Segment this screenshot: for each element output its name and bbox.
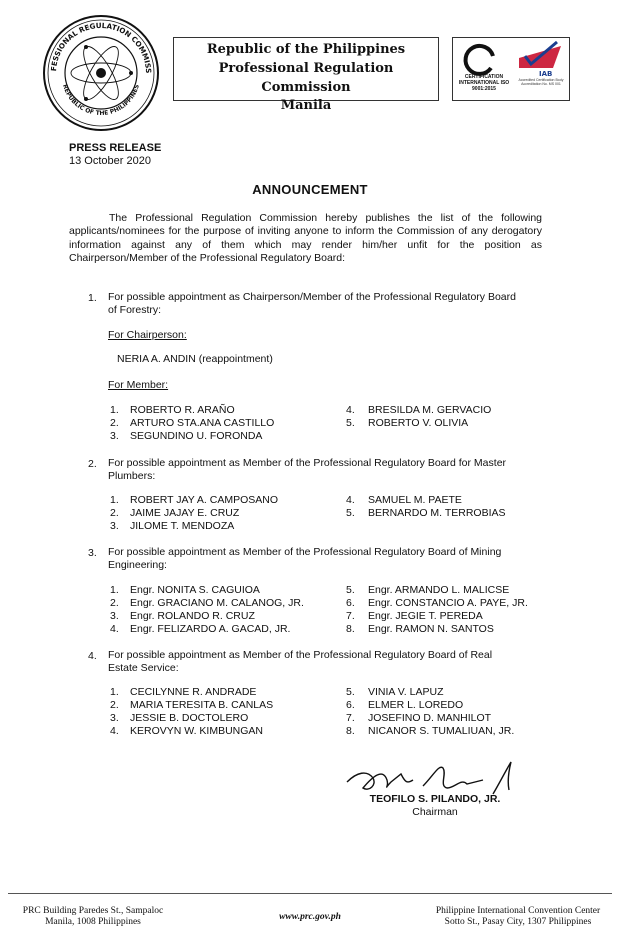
- item-number: 3.: [110, 430, 119, 442]
- item-number: 5.: [346, 584, 355, 596]
- footer-right-line2: Sotto St., Pasay City, 1307 Philippines: [444, 917, 592, 927]
- item-number: 3.: [110, 520, 119, 532]
- item-number: 2.: [110, 417, 119, 429]
- list-item: [110, 725, 119, 737]
- item-number: 4.: [346, 404, 355, 416]
- seal-inner-text: REPUBLIC OF THE PHILIPPINES: [61, 83, 141, 118]
- accreditation-text: Accredited Certification Body Accreditation No. MS 001: [518, 78, 564, 86]
- item-number: 1.: [110, 404, 119, 416]
- section-heading-line1: For possible appointment as Member of the Professional Regulatory Board of Mining: [108, 546, 502, 558]
- footer-website: www.prc.gov.ph: [279, 912, 341, 922]
- section-heading-line1: For possible appointment as Member of the Professional Regulatory Board of Real: [108, 649, 493, 661]
- footer-address-left: [8, 906, 178, 928]
- section-heading: [108, 291, 540, 317]
- list-item: VINIA V. LAPUZ: [368, 686, 444, 698]
- list-item: [346, 584, 355, 596]
- list-item: [346, 404, 355, 416]
- list-item: KEROVYN W. KIMBUNGAN: [130, 725, 264, 737]
- section-heading-line1: For possible appointment as Member of the Professional Regulatory Board for Master: [108, 457, 507, 469]
- member-label: For Member:: [108, 379, 169, 391]
- list-item: [346, 725, 355, 737]
- section-heading: [108, 546, 540, 572]
- list-item: [110, 404, 119, 416]
- list-item: Engr. GRACIANO M. CALANOG, JR.: [130, 597, 304, 609]
- list-item: ROBERTO R. ARAÑO: [130, 404, 235, 416]
- list-item: ROBERT JAY A. CAMPOSANO: [130, 494, 279, 506]
- list-item: JILOME T. MENDOZA: [130, 520, 235, 532]
- list-item: Engr. NONITA S. CAGUIOA: [130, 584, 260, 596]
- header-republic: Republic of the Philippines: [206, 42, 406, 57]
- list-item: [110, 623, 119, 635]
- list-item: [346, 712, 355, 724]
- section-heading-line2: Plumbers:: [108, 470, 156, 482]
- section-heading-line2: Estate Service:: [108, 662, 179, 674]
- list-item: [346, 623, 355, 635]
- header-commission: Professional Regulation Commission: [218, 61, 394, 95]
- certification-text: CERTIFICATION INTERNATIONAL ISO 9001:2015: [458, 74, 510, 92]
- footer-divider: [8, 893, 612, 894]
- list-item: Engr. JEGIE T. PEREDA: [368, 610, 483, 622]
- list-item: [110, 494, 119, 506]
- section-number: 2.: [88, 458, 97, 470]
- certification-logo: [452, 37, 570, 101]
- list-item: [110, 507, 119, 519]
- list-item: Engr. RAMON N. SANTOS: [368, 623, 494, 635]
- list-item: [110, 597, 119, 609]
- list-item: SAMUEL M. PAETE: [368, 494, 462, 506]
- list-item: ARTURO STA.ANA CASTILLO: [130, 417, 275, 429]
- item-number: 1.: [110, 686, 119, 698]
- release-date: 13 October 2020: [69, 155, 151, 167]
- list-item: Engr. CONSTANCIO A. PAYE, JR.: [368, 597, 528, 609]
- list-item: JAIME JAJAY E. CRUZ: [130, 507, 240, 519]
- item-number: 4.: [346, 494, 355, 506]
- list-item: [346, 699, 355, 711]
- list-item: Engr. ARMANDO L. MALICSE: [368, 584, 510, 596]
- signatory-title: Chairman: [412, 806, 458, 818]
- item-number: 3.: [110, 610, 119, 622]
- item-number: 5.: [346, 507, 355, 519]
- list-item: NICANOR S. TUMALIUAN, JR.: [368, 725, 515, 737]
- footer-right-line1: Philippine International Convention Center: [435, 906, 601, 916]
- list-item: ROBERTO V. OLIVIA: [368, 417, 469, 429]
- list-item: SEGUNDINO U. FORONDA: [130, 430, 263, 442]
- list-item: [110, 699, 119, 711]
- list-item: Engr. ROLANDO R. CRUZ: [130, 610, 255, 622]
- item-number: 1.: [110, 494, 119, 506]
- footer-left-line1: PRC Building Paredes St., Sampaloc: [22, 906, 164, 916]
- svg-text:IAB: IAB: [539, 70, 553, 78]
- item-number: 6.: [346, 699, 355, 711]
- section-heading: [108, 649, 540, 675]
- item-number: 2.: [110, 507, 119, 519]
- letterhead-title: [173, 37, 439, 113]
- item-number: 7.: [346, 610, 355, 622]
- item-number: 6.: [346, 597, 355, 609]
- press-release-label: PRESS RELEASE: [69, 142, 162, 154]
- header-city: Manila: [280, 98, 332, 113]
- section-number: 1.: [88, 292, 97, 304]
- list-item: [346, 686, 355, 698]
- list-item: [110, 610, 119, 622]
- list-item: CECILYNNE R. ANDRADE: [130, 686, 257, 698]
- list-item: [110, 686, 119, 698]
- page-title: ANNOUNCEMENT: [252, 182, 368, 197]
- item-number: 4.: [110, 623, 119, 635]
- item-number: 5.: [346, 686, 355, 698]
- signature: [343, 758, 533, 796]
- signatory-name: TEOFILO S. PILANDO, JR.: [369, 793, 501, 805]
- item-number: 8.: [346, 725, 355, 737]
- list-item: [346, 610, 355, 622]
- footer-left-line2: Manila, 1008 Philippines: [45, 917, 141, 927]
- item-number: 5.: [346, 417, 355, 429]
- list-item: [346, 597, 355, 609]
- item-number: 1.: [110, 584, 119, 596]
- list-item: BRESILDA M. GERVACIO: [368, 404, 492, 416]
- list-item: [346, 494, 355, 506]
- list-item: ELMER L. LOREDO: [368, 699, 464, 711]
- seal-outer-text: FESSIONAL REGULATION COMMISS: [48, 20, 154, 74]
- list-item: [110, 520, 119, 532]
- list-item: [110, 712, 119, 724]
- list-item: JESSIE B. DOCTOLERO: [130, 712, 249, 724]
- list-item: BERNARDO M. TERROBIAS: [368, 507, 506, 519]
- intro-paragraph: The Professional Regulation Commission hereby publishes the list of the following applicants/nominees for the purpose of inviting anyone to inform the Commission of any derogatory information against any of them which may render him/her unfit for the position as Chairperson/Member of the Professional Regulatory Board:: [69, 212, 542, 265]
- list-item: JOSEFINO D. MANHILOT: [368, 712, 492, 724]
- prc-seal: [42, 14, 160, 132]
- item-number: 8.: [346, 623, 355, 635]
- list-item: [110, 430, 119, 442]
- section-number: 3.: [88, 547, 97, 559]
- chairperson-name: NERIA A. ANDIN (reappointment): [117, 353, 273, 365]
- list-item: [346, 417, 355, 429]
- item-number: 2.: [110, 699, 119, 711]
- section-heading-line2: Engineering:: [108, 559, 167, 571]
- section-heading-line1: For possible appointment as Chairperson/Member of the Professional Regulatory Board: [108, 291, 516, 303]
- item-number: 3.: [110, 712, 119, 724]
- section-heading-line2: of Forestry:: [108, 304, 162, 316]
- list-item: [110, 417, 119, 429]
- list-item: MARIA TERESITA B. CANLAS: [130, 699, 274, 711]
- list-item: [346, 507, 355, 519]
- item-number: 7.: [346, 712, 355, 724]
- svg-text:REPUBLIC OF THE PHILIPPINES: [61, 84, 141, 117]
- list-item: [110, 584, 119, 596]
- section-number: 4.: [88, 650, 97, 662]
- item-number: 4.: [110, 725, 119, 737]
- chairperson-label: For Chairperson:: [108, 329, 187, 341]
- section-heading: [108, 457, 540, 483]
- list-item: Engr. FELIZARDO A. GACAD, JR.: [130, 623, 291, 635]
- item-number: 2.: [110, 597, 119, 609]
- footer-address-right: [420, 906, 616, 928]
